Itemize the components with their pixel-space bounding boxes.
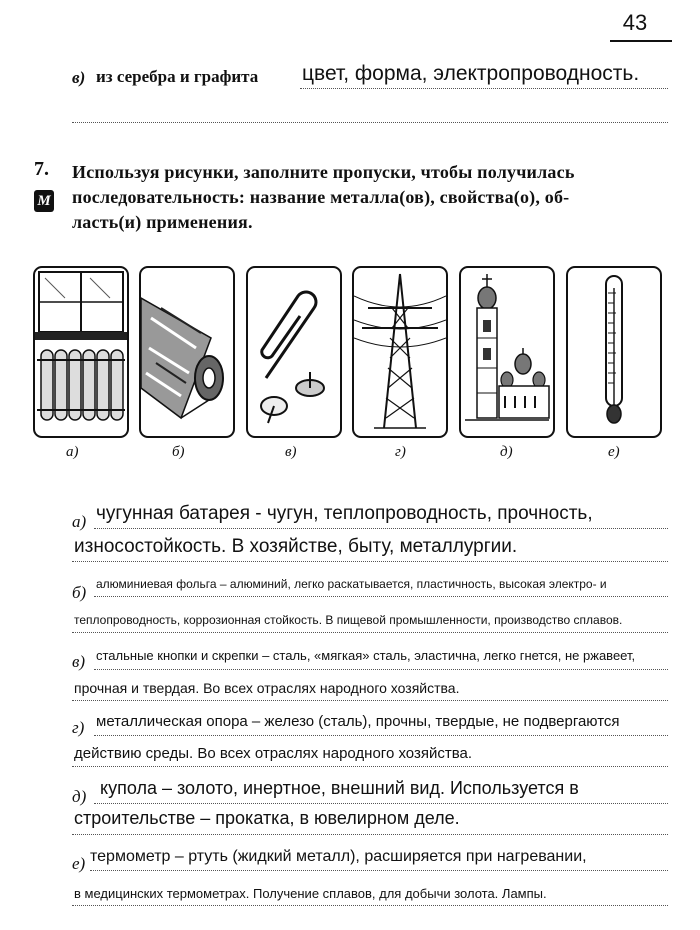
answer-letter: е) [72,854,86,873]
answer-letter: в) [72,652,86,671]
picture-foil [139,266,235,438]
picture-caption: е) [608,444,620,460]
church-domes-icon [461,268,553,436]
radiator-icon [35,268,127,436]
power-tower-icon [354,268,446,436]
task-text-line: последовательность: название металла(ов), свойства(о), об- [72,187,570,207]
picture-caption: д) [500,444,513,460]
answer-g-line1: металлическая опора – железо (сталь), прочны, твердые, не подвергаются [96,713,620,730]
top-item-label: из серебра и графита [96,67,259,86]
answer-line [90,870,668,871]
paperclip-pushpin-icon [248,268,340,436]
answer-e-line1: термометр – ртуть (жидкий металл), расширяется при нагревании, [90,848,587,865]
task-text-line: ласть(и) применения. [72,212,253,232]
answer-g-line2: действию среды. Во всех отраслях народного хозяйства. [74,745,473,762]
picture-caption: а) [66,444,79,460]
answer-a-line1: чугунная батарея - чугун, теплопроводность, прочность, [96,503,593,524]
top-item-letter: в) [72,68,86,87]
answer-letter: д) [72,787,87,806]
answer-line [72,561,668,562]
task-text-line: Используя рисунки, заполните пропуски, чтобы получилась [72,162,575,182]
picture-thermometer [566,266,662,438]
foil-roll-icon [141,268,233,436]
answer-letter: а) [72,512,87,531]
answer-letter: б) [72,583,87,602]
answer-line [72,905,668,906]
picture-caption: в) [285,444,297,460]
answer-line [94,735,668,736]
top-item-answer: цвет, форма, электропроводность. [302,62,640,85]
picture-caption: б) [172,444,185,460]
answer-v-line2: прочная и твердая. Во всех отраслях народного хозяйства. [74,680,460,696]
answer-e-line2: в медицинских термометрах. Получение сплавов, для добычи золота. Лампы. [74,886,547,901]
answer-d-line2: строительстве – прокатка, в ювелирном деле. [74,808,460,828]
answer-line [94,596,668,597]
answer-line [94,669,668,670]
picture-clip [246,266,342,438]
m-badge-icon: М [34,190,54,212]
page-number-underline [610,40,672,42]
answer-line [94,803,668,804]
picture-radiator [33,266,129,438]
answer-b-line2: теплопроводность, коррозионная стойкость. В пищевой промышленности, производство сплавов. [74,613,623,627]
thermometer-icon [568,268,660,436]
answer-b-line1: алюминиевая фольга – алюминий, легко раскатывается, пластичность, высокая электро- и [96,577,607,591]
answer-line [72,766,668,767]
answer-line [300,88,668,89]
answer-line [72,700,668,701]
picture-church [459,266,555,438]
answer-line [72,834,668,835]
page-number: 43 [622,10,648,35]
picture-caption: г) [395,444,406,460]
picture-tower [352,266,448,438]
answer-line [72,632,668,633]
task-text [72,160,672,235]
answer-v-line1: стальные кнопки и скрепки – сталь, «мягкая» сталь, эластична, легко гнется, не ржавеет, [96,648,636,663]
task-number: 7. [34,158,49,180]
answer-line [72,122,668,123]
answer-line [94,528,668,529]
answer-a-line2: износостойкость. В хозяйстве, быту, металлургии. [74,536,518,557]
answer-d-line1: купола – золото, инертное, внешний вид. Используется в [100,778,579,798]
answer-letter: г) [72,718,85,737]
